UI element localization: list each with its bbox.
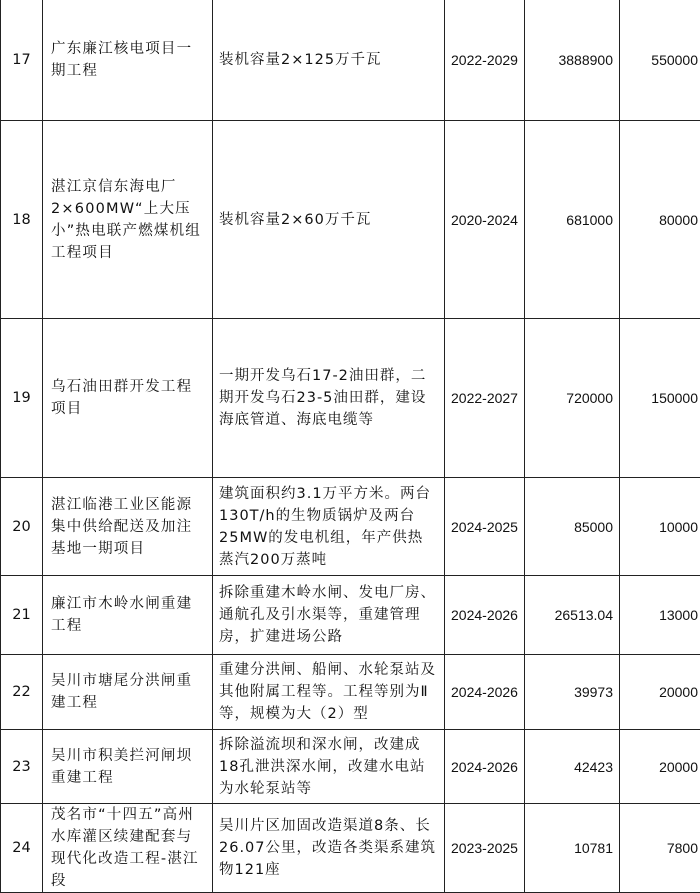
total-investment: 3888900 xyxy=(525,0,620,121)
annual-investment: 20000 xyxy=(620,655,700,730)
table-row xyxy=(1,121,700,319)
project-name: 广东廉江核电项目一期工程 xyxy=(43,0,213,121)
project-content: 拆除溢流坝和深水闸，改建成18孔泄洪深水闸，改建水电站为水轮泵站等 xyxy=(213,730,445,804)
row-number: 19 xyxy=(1,319,43,478)
project-content: 吴川片区加固改造渠道8条、长26.07公里，改造各类渠系建筑物121座 xyxy=(213,804,445,893)
project-name: 吴川市塘尾分洪闸重建工程 xyxy=(43,655,213,730)
annual-investment: 13000 xyxy=(620,576,700,655)
total-investment: 10781 xyxy=(525,804,620,893)
annual-investment: 150000 xyxy=(620,319,700,478)
row-number: 18 xyxy=(1,121,43,319)
row-number: 22 xyxy=(1,655,43,730)
project-period: 2023-2025 xyxy=(445,804,525,893)
project-name: 湛江京信东海电厂2×600MW“上大压小”热电联产燃煤机组工程项目 xyxy=(43,121,213,319)
project-name: 廉江市木岭水闸重建工程 xyxy=(43,576,213,655)
table-row xyxy=(1,730,700,804)
project-period: 2022-2029 xyxy=(445,0,525,121)
project-name: 茂名市“十四五”高州水库灌区续建配套与现代化改造工程-湛江段 xyxy=(43,804,213,893)
row-number: 21 xyxy=(1,576,43,655)
project-name: 吴川市积美拦河闸坝重建工程 xyxy=(43,730,213,804)
total-investment: 42423 xyxy=(525,730,620,804)
table-row xyxy=(1,478,700,576)
project-content: 重建分洪闸、船闸、水轮泵站及其他附属工程等。工程等别为Ⅱ等，规模为大（2）型 xyxy=(213,655,445,730)
total-investment: 85000 xyxy=(525,478,620,576)
project-period: 2020-2024 xyxy=(445,121,525,319)
total-investment: 26513.04 xyxy=(525,576,620,655)
project-content: 装机容量2×60万千瓦 xyxy=(213,121,445,319)
project-name: 湛江临港工业区能源集中供给配送及加注基地一期项目 xyxy=(43,478,213,576)
annual-investment: 20000 xyxy=(620,730,700,804)
table-row xyxy=(1,319,700,478)
total-investment: 681000 xyxy=(525,121,620,319)
annual-investment: 10000 xyxy=(620,478,700,576)
project-period: 2024-2026 xyxy=(445,655,525,730)
annual-investment: 7800 xyxy=(620,804,700,893)
project-content: 装机容量2×125万千瓦 xyxy=(213,0,445,121)
project-content: 建筑面积约3.1万平方米。两台130T/h的生物质锅炉及两台25MW的发电机组，年产供热蒸汽200万蒸吨 xyxy=(213,478,445,576)
total-investment: 39973 xyxy=(525,655,620,730)
project-period: 2024-2026 xyxy=(445,730,525,804)
project-period: 2022-2027 xyxy=(445,319,525,478)
table-row xyxy=(1,655,700,730)
annual-investment: 80000 xyxy=(620,121,700,319)
project-content: 一期开发乌石17-2油田群，二期开发乌石23-5油田群，建设海底管道、海底电缆等 xyxy=(213,319,445,478)
total-investment: 720000 xyxy=(525,319,620,478)
table-row xyxy=(1,576,700,655)
row-number: 17 xyxy=(1,0,43,121)
project-period: 2024-2026 xyxy=(445,576,525,655)
project-period: 2024-2025 xyxy=(445,478,525,576)
row-number: 23 xyxy=(1,730,43,804)
table-row xyxy=(1,0,700,121)
row-number: 24 xyxy=(1,804,43,893)
annual-investment: 550000 xyxy=(620,0,700,121)
row-number: 20 xyxy=(1,478,43,576)
project-name: 乌石油田群开发工程项目 xyxy=(43,319,213,478)
table-row xyxy=(1,804,700,893)
project-content: 拆除重建木岭水闸、发电厂房、通航孔及引水渠等，重建管理房，扩建进场公路 xyxy=(213,576,445,655)
